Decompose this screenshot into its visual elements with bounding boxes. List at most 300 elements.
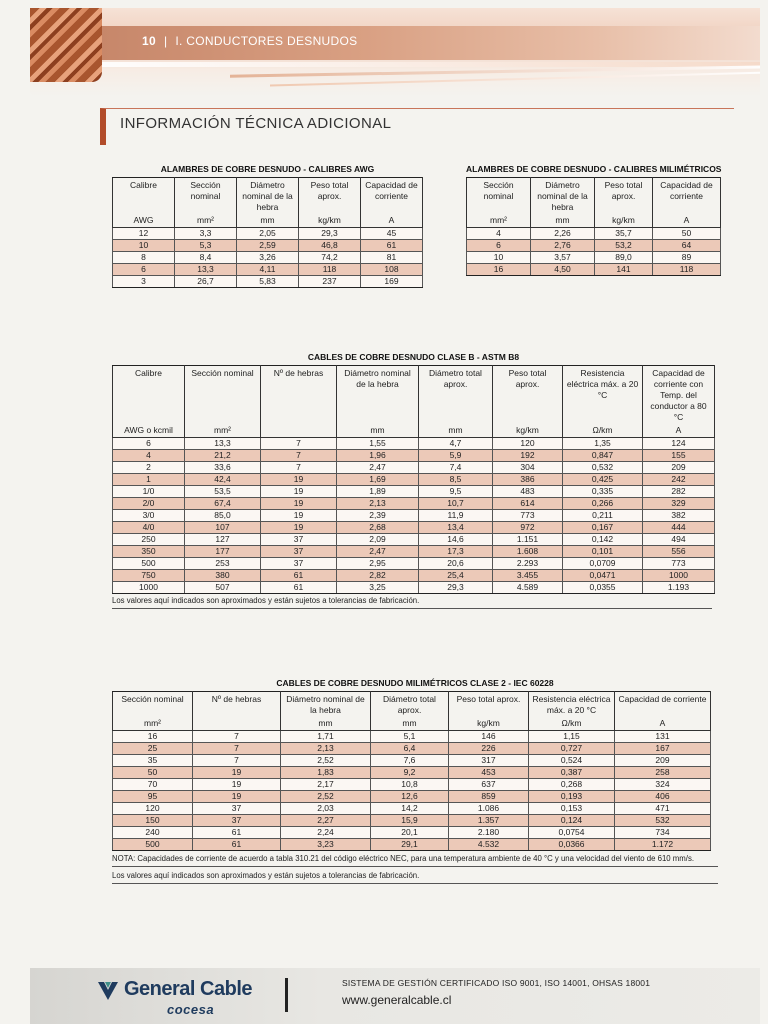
table-cell: 1,71 <box>281 731 371 743</box>
table-row <box>467 228 721 240</box>
table-cell: 19 <box>193 779 281 791</box>
table-cell: 45 <box>361 228 423 240</box>
table-row <box>113 546 715 558</box>
table-cell: 3,23 <box>281 839 371 851</box>
table-row <box>113 743 711 755</box>
table-cell: 3,57 <box>531 252 595 264</box>
table-cell: 19 <box>193 791 281 803</box>
table-cell: 2,76 <box>531 240 595 252</box>
table-cell: 0,142 <box>563 534 643 546</box>
column-unit: mm² <box>175 213 237 228</box>
column-header: Resistencia eléctrica máx. a 20 °C <box>563 366 643 424</box>
table-cell: 37 <box>261 558 337 570</box>
table-cell: 0,266 <box>563 498 643 510</box>
column-header: Peso total aprox. <box>449 692 529 717</box>
table-cell: 2,13 <box>337 498 419 510</box>
table-cell: 240 <box>113 827 193 839</box>
table-cell: 3,25 <box>337 582 419 594</box>
table-cell: 6 <box>467 240 531 252</box>
table-cell: 226 <box>449 743 529 755</box>
brand-subname: cocesa <box>167 1002 215 1017</box>
header-separator: | <box>163 34 168 48</box>
table-cell: 5,3 <box>175 240 237 252</box>
table-cell: 16 <box>467 264 531 276</box>
table-cell: 10,8 <box>371 779 449 791</box>
table-cell: 2,59 <box>237 240 299 252</box>
table-cell: 1.172 <box>615 839 711 851</box>
table-cell: 2,47 <box>337 462 419 474</box>
table-cell: 21,2 <box>185 450 261 462</box>
table-cell: 61 <box>261 570 337 582</box>
table-cell: 3,3 <box>175 228 237 240</box>
column-unit: A <box>653 213 721 228</box>
table-cell: 5,1 <box>371 731 449 743</box>
table-cell: 3,26 <box>237 252 299 264</box>
table-row <box>113 474 715 486</box>
table-cell: 7 <box>261 462 337 474</box>
column-unit: mm² <box>113 716 193 731</box>
table-cell: 17,3 <box>419 546 493 558</box>
table-cell: 2,68 <box>337 522 419 534</box>
class-2-note-tolerance: Los valores aquí indicados son aproximados y están sujetos a tolerancias de fabricación. <box>112 871 718 884</box>
table-cell: 7,4 <box>419 462 493 474</box>
table-cell: 35 <box>113 755 193 767</box>
table-row <box>113 264 423 276</box>
table-row <box>113 791 711 803</box>
column-unit: mm <box>337 423 419 438</box>
table-cell: 19 <box>193 767 281 779</box>
column-header: Capacidad de corriente <box>653 178 721 214</box>
table-cell: 3/0 <box>113 510 185 522</box>
column-unit: kg/km <box>449 716 529 731</box>
column-unit: mm² <box>185 423 261 438</box>
table-cell: 5,83 <box>237 276 299 288</box>
table-cell: 773 <box>643 558 715 570</box>
table-cell: 61 <box>193 839 281 851</box>
table-cell: 4 <box>467 228 531 240</box>
table-cell: 19 <box>261 486 337 498</box>
table-cell: 37 <box>193 815 281 827</box>
column-header: Diámetro nominal de la hebra <box>281 692 371 717</box>
table-cell: 6,4 <box>371 743 449 755</box>
table-cell: 3.455 <box>493 570 563 582</box>
table-cell: 444 <box>643 522 715 534</box>
table-cell: 0,0366 <box>529 839 615 851</box>
table-cell: 4,50 <box>531 264 595 276</box>
column-unit: A <box>615 716 711 731</box>
column-unit: kg/km <box>493 423 563 438</box>
table-row <box>113 827 711 839</box>
table-cell: 2.293 <box>493 558 563 570</box>
table-cell: 2,05 <box>237 228 299 240</box>
column-header: Peso total aprox. <box>493 366 563 424</box>
table-cell: 380 <box>185 570 261 582</box>
table-cell: 19 <box>261 498 337 510</box>
page-number: 10 <box>142 34 156 48</box>
table-cell: 500 <box>113 558 185 570</box>
table-cell: 85,0 <box>185 510 261 522</box>
column-unit: mm <box>531 213 595 228</box>
table-cell: 35,7 <box>595 228 653 240</box>
column-unit: Ω/km <box>563 423 643 438</box>
general-cable-logo-icon <box>96 978 120 1002</box>
table-cell: 1.193 <box>643 582 715 594</box>
table-cell: 20,1 <box>371 827 449 839</box>
table-cell: 1.357 <box>449 815 529 827</box>
table-cell: 4.589 <box>493 582 563 594</box>
table-cell: 7 <box>193 731 281 743</box>
table-cell: 2,27 <box>281 815 371 827</box>
website-link[interactable]: www.generalcable.cl <box>342 993 452 1007</box>
table-cell: 317 <box>449 755 529 767</box>
table-row <box>113 252 423 264</box>
table-cell: 64 <box>653 240 721 252</box>
column-header: Resistencia eléctrica máx. a 20 °C <box>529 692 615 717</box>
table-cell: 4 <box>113 450 185 462</box>
table-cell: 0,0754 <box>529 827 615 839</box>
table-cell: 253 <box>185 558 261 570</box>
table-row <box>113 534 715 546</box>
table-cell: 2,09 <box>337 534 419 546</box>
column-header: Sección nominal <box>185 366 261 424</box>
table-cell: 29,3 <box>299 228 361 240</box>
table-cell: 13,3 <box>175 264 237 276</box>
table-cell: 1000 <box>113 582 185 594</box>
table-cell: 14,2 <box>371 803 449 815</box>
column-header: Nº de hebras <box>261 366 337 424</box>
table-cell: 12 <box>113 228 175 240</box>
table-cell: 0,425 <box>563 474 643 486</box>
table-cell: 118 <box>299 264 361 276</box>
column-unit: mm <box>281 716 371 731</box>
table-cell: 209 <box>643 462 715 474</box>
class-b-note: Los valores aquí indicados son aproximados y están sujetos a tolerancias de fabricación. <box>112 596 712 609</box>
table-cell: 237 <box>299 276 361 288</box>
column-unit: mm <box>237 213 299 228</box>
class-2-block <box>112 678 718 884</box>
table-cell: 74,2 <box>299 252 361 264</box>
table-row <box>113 839 711 851</box>
table-row <box>113 486 715 498</box>
awg-wires-block <box>112 164 423 288</box>
table-cell: 2 <box>113 462 185 474</box>
table-cell: 0,101 <box>563 546 643 558</box>
table-row <box>467 252 721 264</box>
table-cell: 2,17 <box>281 779 371 791</box>
table-cell: 124 <box>643 438 715 450</box>
table-cell: 192 <box>493 450 563 462</box>
table-cell: 2,47 <box>337 546 419 558</box>
table-cell: 242 <box>643 474 715 486</box>
table-cell: 494 <box>643 534 715 546</box>
table-cell: 2,26 <box>531 228 595 240</box>
table-cell: 304 <box>493 462 563 474</box>
table-cell: 50 <box>653 228 721 240</box>
class-b-block <box>112 352 715 609</box>
column-header: Calibre <box>113 366 185 424</box>
table-cell: 53,5 <box>185 486 261 498</box>
column-unit: kg/km <box>299 213 361 228</box>
table-cell: 2,03 <box>281 803 371 815</box>
table-cell: 2.180 <box>449 827 529 839</box>
column-unit <box>193 716 281 731</box>
table-row <box>113 755 711 767</box>
table-cell: 1,96 <box>337 450 419 462</box>
column-unit: Ω/km <box>529 716 615 731</box>
table-row <box>467 264 721 276</box>
table-cell: 350 <box>113 546 185 558</box>
table-cell: 42,4 <box>185 474 261 486</box>
column-unit: A <box>361 213 423 228</box>
copper-coil-image <box>30 8 102 82</box>
table-cell: 33,6 <box>185 462 261 474</box>
column-unit: A <box>643 423 715 438</box>
table-cell: 386 <box>493 474 563 486</box>
table-cell: 1.086 <box>449 803 529 815</box>
table-cell: 108 <box>361 264 423 276</box>
table-cell: 67,4 <box>185 498 261 510</box>
class-2-note-nec: NOTA: Capacidades de corriente de acuerdo a tabla 310.21 del código eléctrico NEC, para una temperatura ambiente de 40 °C y una velocidad del viento de 610 mm/s. <box>112 854 718 867</box>
column-unit: mm <box>419 423 493 438</box>
table-cell: 2,39 <box>337 510 419 522</box>
table-cell: 61 <box>193 827 281 839</box>
table-cell: 20,6 <box>419 558 493 570</box>
column-header: Capacidad de corriente <box>615 692 711 717</box>
table-cell: 6 <box>113 264 175 276</box>
column-header: Nº de hebras <box>193 692 281 717</box>
table-cell: 46,8 <box>299 240 361 252</box>
table-cell: 19 <box>261 474 337 486</box>
table-cell: 10 <box>467 252 531 264</box>
table-cell: 2,13 <box>281 743 371 755</box>
table-cell: 773 <box>493 510 563 522</box>
table-cell: 0,0471 <box>563 570 643 582</box>
awg-wires-caption: ALAMBRES DE COBRE DESNUDO - CALIBRES AWG <box>160 164 375 174</box>
table-cell: 81 <box>361 252 423 264</box>
table-cell: 4/0 <box>113 522 185 534</box>
table-cell: 6 <box>113 438 185 450</box>
table-cell: 0,532 <box>563 462 643 474</box>
table-row <box>113 438 715 450</box>
table-cell: 0,153 <box>529 803 615 815</box>
table-cell: 382 <box>643 510 715 522</box>
table-cell: 53,2 <box>595 240 653 252</box>
table-cell: 25 <box>113 743 193 755</box>
table-cell: 107 <box>185 522 261 534</box>
table-cell: 10,7 <box>419 498 493 510</box>
table-cell: 0,847 <box>563 450 643 462</box>
table-cell: 0,211 <box>563 510 643 522</box>
table-cell: 7 <box>193 755 281 767</box>
table-cell: 1,55 <box>337 438 419 450</box>
table-cell: 61 <box>361 240 423 252</box>
column-header: Diámetro total aprox. <box>419 366 493 424</box>
table-cell: 7 <box>193 743 281 755</box>
table-cell: 8,4 <box>175 252 237 264</box>
table-cell: 1/0 <box>113 486 185 498</box>
table-row <box>113 498 715 510</box>
table-cell: 150 <box>113 815 193 827</box>
table-cell: 734 <box>615 827 711 839</box>
table-cell: 167 <box>615 743 711 755</box>
table-cell: 37 <box>193 803 281 815</box>
table-cell: 89,0 <box>595 252 653 264</box>
table-row <box>113 558 715 570</box>
table-row <box>113 276 423 288</box>
table-cell: 120 <box>113 803 193 815</box>
table-cell: 483 <box>493 486 563 498</box>
column-header: Peso total aprox. <box>299 178 361 214</box>
table-cell: 4.532 <box>449 839 529 851</box>
column-header: Diámetro total aprox. <box>371 692 449 717</box>
section-title: INFORMACIÓN TÉCNICA ADICIONAL <box>120 115 392 132</box>
section-name: I. CONDUCTORES DESNUDOS <box>175 34 358 48</box>
table-cell: 471 <box>615 803 711 815</box>
column-unit: mm² <box>467 213 531 228</box>
table-cell: 19 <box>261 522 337 534</box>
page-footer <box>30 968 760 1024</box>
table-cell: 7 <box>261 450 337 462</box>
table-cell: 637 <box>449 779 529 791</box>
column-header: Calibre <box>113 178 175 214</box>
column-header: Peso total aprox. <box>595 178 653 214</box>
table-cell: 0,124 <box>529 815 615 827</box>
brand-name: General Cable <box>124 978 253 1000</box>
table-cell: 0,335 <box>563 486 643 498</box>
table-cell: 500 <box>113 839 193 851</box>
table-cell: 169 <box>361 276 423 288</box>
table-cell: 1000 <box>643 570 715 582</box>
table-row <box>113 450 715 462</box>
class-2-caption: CABLES DE COBRE DESNUDO MILIMÉTRICOS CLASE 2 - IEC 60228 <box>276 678 554 688</box>
page-header <box>30 8 760 96</box>
table-cell: 859 <box>449 791 529 803</box>
table-cell: 9,5 <box>419 486 493 498</box>
metric-wires-caption: ALAMBRES DE COBRE DESNUDO - CALIBRES MILIMÉTRICOS <box>466 164 722 174</box>
table-cell: 1,35 <box>563 438 643 450</box>
table-cell: 1.151 <box>493 534 563 546</box>
awg-wires-table <box>112 177 423 288</box>
table-cell: 50 <box>113 767 193 779</box>
table-cell: 29,3 <box>419 582 493 594</box>
table-cell: 258 <box>615 767 711 779</box>
table-cell: 1,83 <box>281 767 371 779</box>
table-cell: 13,4 <box>419 522 493 534</box>
table-cell: 0,193 <box>529 791 615 803</box>
table-cell: 37 <box>261 534 337 546</box>
column-unit: mm <box>371 716 449 731</box>
table-cell: 2/0 <box>113 498 185 510</box>
table-cell: 0,387 <box>529 767 615 779</box>
table-cell: 61 <box>261 582 337 594</box>
table-cell: 7,6 <box>371 755 449 767</box>
table-cell: 9,2 <box>371 767 449 779</box>
table-cell: 1,69 <box>337 474 419 486</box>
table-cell: 95 <box>113 791 193 803</box>
table-cell: 1,15 <box>529 731 615 743</box>
table-cell: 8,5 <box>419 474 493 486</box>
table-cell: 19 <box>261 510 337 522</box>
table-cell: 131 <box>615 731 711 743</box>
table-cell: 507 <box>185 582 261 594</box>
table-cell: 2,24 <box>281 827 371 839</box>
table-row <box>113 582 715 594</box>
table-row <box>113 240 423 252</box>
table-cell: 1,89 <box>337 486 419 498</box>
certification-text: SISTEMA DE GESTIÓN CERTIFICADO ISO 9001, ISO 14001, OHSAS 18001 <box>342 978 651 988</box>
column-unit: kg/km <box>595 213 653 228</box>
column-header: Sección nominal <box>113 692 193 717</box>
column-header: Sección nominal <box>467 178 531 214</box>
table-cell: 250 <box>113 534 185 546</box>
table-cell: 8 <box>113 252 175 264</box>
table-cell: 26,7 <box>175 276 237 288</box>
table-cell: 13,3 <box>185 438 261 450</box>
table-cell: 70 <box>113 779 193 791</box>
table-cell: 329 <box>643 498 715 510</box>
metric-wires-table <box>466 177 721 276</box>
column-unit: AWG <box>113 213 175 228</box>
table-cell: 0,0709 <box>563 558 643 570</box>
table-cell: 11,9 <box>419 510 493 522</box>
table-cell: 127 <box>185 534 261 546</box>
table-cell: 324 <box>615 779 711 791</box>
table-cell: 15,9 <box>371 815 449 827</box>
table-cell: 141 <box>595 264 653 276</box>
column-unit: AWG o kcmil <box>113 423 185 438</box>
table-cell: 750 <box>113 570 185 582</box>
section-title-box <box>100 108 734 145</box>
footer-divider <box>285 978 288 1012</box>
table-row <box>113 522 715 534</box>
table-cell: 4,11 <box>237 264 299 276</box>
column-header: Capacidad de corriente <box>361 178 423 214</box>
table-cell: 972 <box>493 522 563 534</box>
table-row <box>113 803 711 815</box>
class-b-table <box>112 365 715 594</box>
table-cell: 2,95 <box>337 558 419 570</box>
table-cell: 1.608 <box>493 546 563 558</box>
table-cell: 25,4 <box>419 570 493 582</box>
table-row <box>113 731 711 743</box>
table-cell: 4,7 <box>419 438 493 450</box>
table-row <box>113 510 715 522</box>
table-row <box>113 228 423 240</box>
table-cell: 177 <box>185 546 261 558</box>
header-text <box>142 34 357 48</box>
table-row <box>113 570 715 582</box>
table-cell: 37 <box>261 546 337 558</box>
table-cell: 614 <box>493 498 563 510</box>
table-cell: 0,167 <box>563 522 643 534</box>
table-cell: 7 <box>261 438 337 450</box>
table-cell: 2,52 <box>281 791 371 803</box>
table-cell: 29,1 <box>371 839 449 851</box>
table-row <box>467 240 721 252</box>
table-cell: 155 <box>643 450 715 462</box>
table-cell: 209 <box>615 755 711 767</box>
table-cell: 532 <box>615 815 711 827</box>
class-b-caption: CABLES DE COBRE DESNUDO CLASE B - ASTM B8 <box>307 352 520 362</box>
column-header: Capacidad de corriente con Temp. del conductor a 80 °C <box>643 366 715 424</box>
table-cell: 2,82 <box>337 570 419 582</box>
table-cell: 453 <box>449 767 529 779</box>
table-cell: 0,727 <box>529 743 615 755</box>
table-cell: 3 <box>113 276 175 288</box>
table-cell: 5,9 <box>419 450 493 462</box>
table-cell: 12,6 <box>371 791 449 803</box>
table-row <box>113 815 711 827</box>
